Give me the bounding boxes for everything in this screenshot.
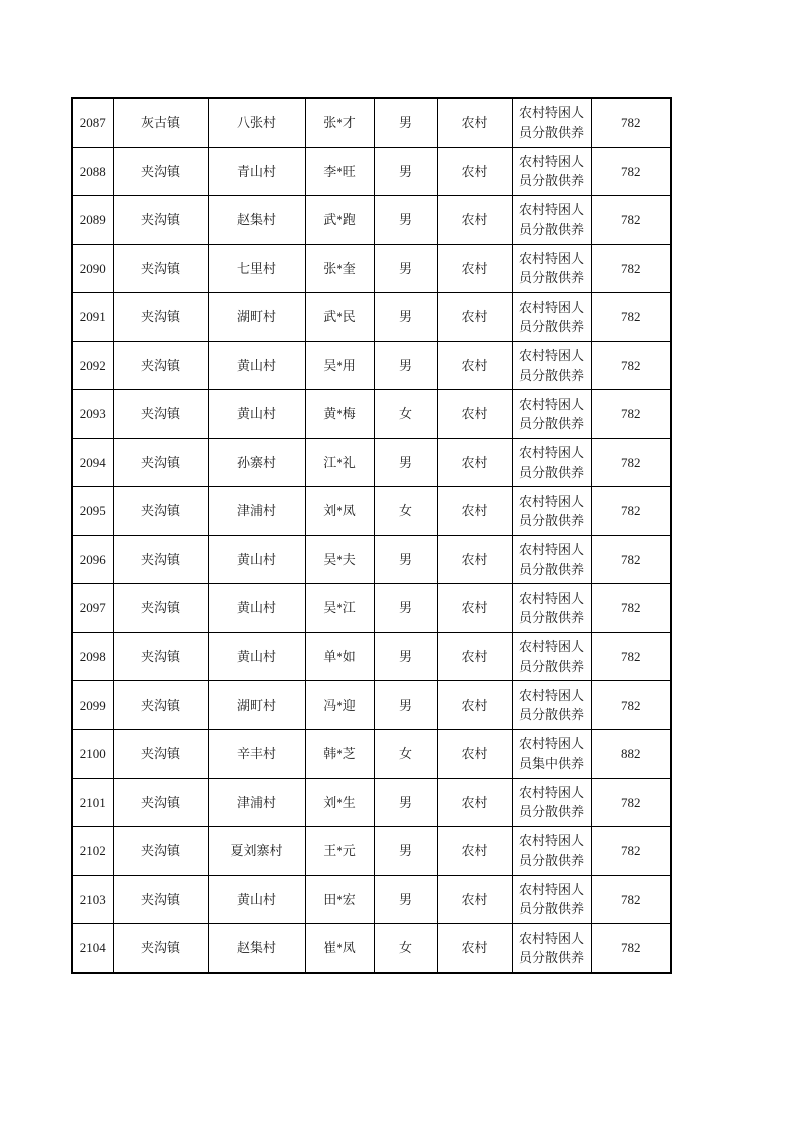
cell-person: 吴*用 [305,341,374,390]
cell-area: 农村 [437,778,512,827]
cell-seq: 2089 [72,196,113,245]
table-row [72,681,671,730]
cell-village: 黄山村 [208,390,305,439]
cell-category: 农村特困人员分散供养 [512,196,591,245]
cell-amount: 782 [591,390,671,439]
table-row [72,584,671,633]
cell-area: 农村 [437,487,512,536]
cell-village: 夏刘寨村 [208,827,305,876]
cell-gender: 男 [374,438,437,487]
cell-person: 刘*生 [305,778,374,827]
cell-area: 农村 [437,147,512,196]
table-row [72,487,671,536]
cell-town: 夹沟镇 [113,827,208,876]
cell-village: 湖町村 [208,681,305,730]
table-row [72,438,671,487]
table-row [72,875,671,924]
cell-town: 夹沟镇 [113,147,208,196]
cell-amount: 782 [591,341,671,390]
cell-person: 田*宏 [305,875,374,924]
cell-seq: 2099 [72,681,113,730]
cell-town: 夹沟镇 [113,341,208,390]
cell-category: 农村特困人员分散供养 [512,98,591,147]
cell-town: 夹沟镇 [113,535,208,584]
cell-amount: 782 [591,632,671,681]
cell-seq: 2104 [72,924,113,973]
cell-seq: 2087 [72,98,113,147]
cell-category: 农村特困人员分散供养 [512,293,591,342]
cell-person: 李*旺 [305,147,374,196]
table-row [72,632,671,681]
cell-gender: 男 [374,681,437,730]
cell-person: 吴*江 [305,584,374,633]
cell-village: 湖町村 [208,293,305,342]
cell-village: 津浦村 [208,778,305,827]
cell-gender: 女 [374,924,437,973]
cell-person: 黄*梅 [305,390,374,439]
table-row [72,778,671,827]
cell-area: 农村 [437,632,512,681]
table-body [72,98,671,973]
table-row [72,341,671,390]
cell-seq: 2088 [72,147,113,196]
cell-person: 张*才 [305,98,374,147]
cell-amount: 782 [591,827,671,876]
cell-person: 武*民 [305,293,374,342]
cell-seq: 2102 [72,827,113,876]
cell-amount: 782 [591,487,671,536]
cell-seq: 2097 [72,584,113,633]
cell-category: 农村特困人员分散供养 [512,535,591,584]
cell-area: 农村 [437,584,512,633]
table-row [72,535,671,584]
table-row [72,196,671,245]
cell-area: 农村 [437,196,512,245]
cell-person: 王*元 [305,827,374,876]
cell-area: 农村 [437,341,512,390]
cell-person: 韩*芝 [305,730,374,779]
cell-person: 刘*凤 [305,487,374,536]
cell-category: 农村特困人员分散供养 [512,778,591,827]
cell-person: 吴*夫 [305,535,374,584]
cell-town: 夹沟镇 [113,293,208,342]
cell-village: 津浦村 [208,487,305,536]
cell-gender: 男 [374,778,437,827]
cell-village: 八张村 [208,98,305,147]
cell-amount: 782 [591,438,671,487]
cell-person: 单*如 [305,632,374,681]
cell-category: 农村特困人员分散供养 [512,875,591,924]
cell-gender: 女 [374,390,437,439]
cell-category: 农村特困人员分散供养 [512,147,591,196]
cell-person: 张*奎 [305,244,374,293]
welfare-recipients-table [71,97,672,974]
cell-town: 夹沟镇 [113,875,208,924]
cell-person: 江*礼 [305,438,374,487]
cell-seq: 2096 [72,535,113,584]
cell-area: 农村 [437,681,512,730]
cell-gender: 男 [374,875,437,924]
cell-person: 冯*迎 [305,681,374,730]
cell-village: 赵集村 [208,196,305,245]
cell-amount: 782 [591,293,671,342]
cell-category: 农村特困人员分散供养 [512,584,591,633]
cell-area: 农村 [437,827,512,876]
cell-area: 农村 [437,535,512,584]
cell-category: 农村特困人员分散供养 [512,924,591,973]
cell-town: 夹沟镇 [113,196,208,245]
cell-category: 农村特困人员分散供养 [512,390,591,439]
cell-area: 农村 [437,244,512,293]
cell-seq: 2092 [72,341,113,390]
cell-gender: 男 [374,98,437,147]
table-row [72,730,671,779]
cell-gender: 男 [374,196,437,245]
cell-area: 农村 [437,875,512,924]
cell-seq: 2098 [72,632,113,681]
cell-gender: 男 [374,827,437,876]
cell-gender: 女 [374,487,437,536]
cell-amount: 782 [591,778,671,827]
cell-village: 七里村 [208,244,305,293]
table-row [72,390,671,439]
cell-category: 农村特困人员分散供养 [512,487,591,536]
cell-town: 夹沟镇 [113,244,208,293]
cell-village: 黄山村 [208,584,305,633]
cell-area: 农村 [437,293,512,342]
cell-town: 夹沟镇 [113,584,208,633]
cell-village: 黄山村 [208,875,305,924]
cell-amount: 782 [591,924,671,973]
cell-seq: 2093 [72,390,113,439]
cell-seq: 2100 [72,730,113,779]
cell-amount: 782 [591,535,671,584]
cell-category: 农村特困人员分散供养 [512,244,591,293]
cell-gender: 男 [374,244,437,293]
cell-amount: 882 [591,730,671,779]
cell-area: 农村 [437,438,512,487]
cell-village: 黄山村 [208,535,305,584]
cell-town: 夹沟镇 [113,730,208,779]
table-row [72,827,671,876]
cell-gender: 女 [374,730,437,779]
cell-person: 武*跑 [305,196,374,245]
table-row [72,147,671,196]
cell-seq: 2103 [72,875,113,924]
table-row [72,924,671,973]
cell-seq: 2094 [72,438,113,487]
cell-village: 黄山村 [208,341,305,390]
cell-category: 农村特困人员分散供养 [512,632,591,681]
cell-gender: 男 [374,147,437,196]
cell-town: 夹沟镇 [113,681,208,730]
cell-town: 夹沟镇 [113,632,208,681]
cell-village: 黄山村 [208,632,305,681]
cell-seq: 2091 [72,293,113,342]
cell-town: 夹沟镇 [113,924,208,973]
cell-amount: 782 [591,681,671,730]
cell-gender: 男 [374,584,437,633]
cell-amount: 782 [591,98,671,147]
cell-area: 农村 [437,98,512,147]
cell-village: 青山村 [208,147,305,196]
cell-seq: 2095 [72,487,113,536]
cell-gender: 男 [374,535,437,584]
cell-town: 灰古镇 [113,98,208,147]
table-row [72,98,671,147]
cell-seq: 2090 [72,244,113,293]
cell-town: 夹沟镇 [113,438,208,487]
cell-gender: 男 [374,293,437,342]
cell-category: 农村特困人员集中供养 [512,730,591,779]
cell-person: 崔*凤 [305,924,374,973]
cell-category: 农村特困人员分散供养 [512,341,591,390]
cell-town: 夹沟镇 [113,390,208,439]
cell-town: 夹沟镇 [113,778,208,827]
cell-amount: 782 [591,196,671,245]
cell-amount: 782 [591,244,671,293]
cell-amount: 782 [591,875,671,924]
cell-category: 农村特困人员分散供养 [512,438,591,487]
cell-category: 农村特困人员分散供养 [512,827,591,876]
cell-amount: 782 [591,147,671,196]
table-row [72,293,671,342]
cell-gender: 男 [374,632,437,681]
cell-village: 赵集村 [208,924,305,973]
cell-town: 夹沟镇 [113,487,208,536]
cell-area: 农村 [437,730,512,779]
cell-area: 农村 [437,924,512,973]
cell-village: 辛丰村 [208,730,305,779]
cell-amount: 782 [591,584,671,633]
cell-village: 孙寨村 [208,438,305,487]
table-row [72,244,671,293]
cell-gender: 男 [374,341,437,390]
cell-seq: 2101 [72,778,113,827]
cell-area: 农村 [437,390,512,439]
cell-category: 农村特困人员分散供养 [512,681,591,730]
